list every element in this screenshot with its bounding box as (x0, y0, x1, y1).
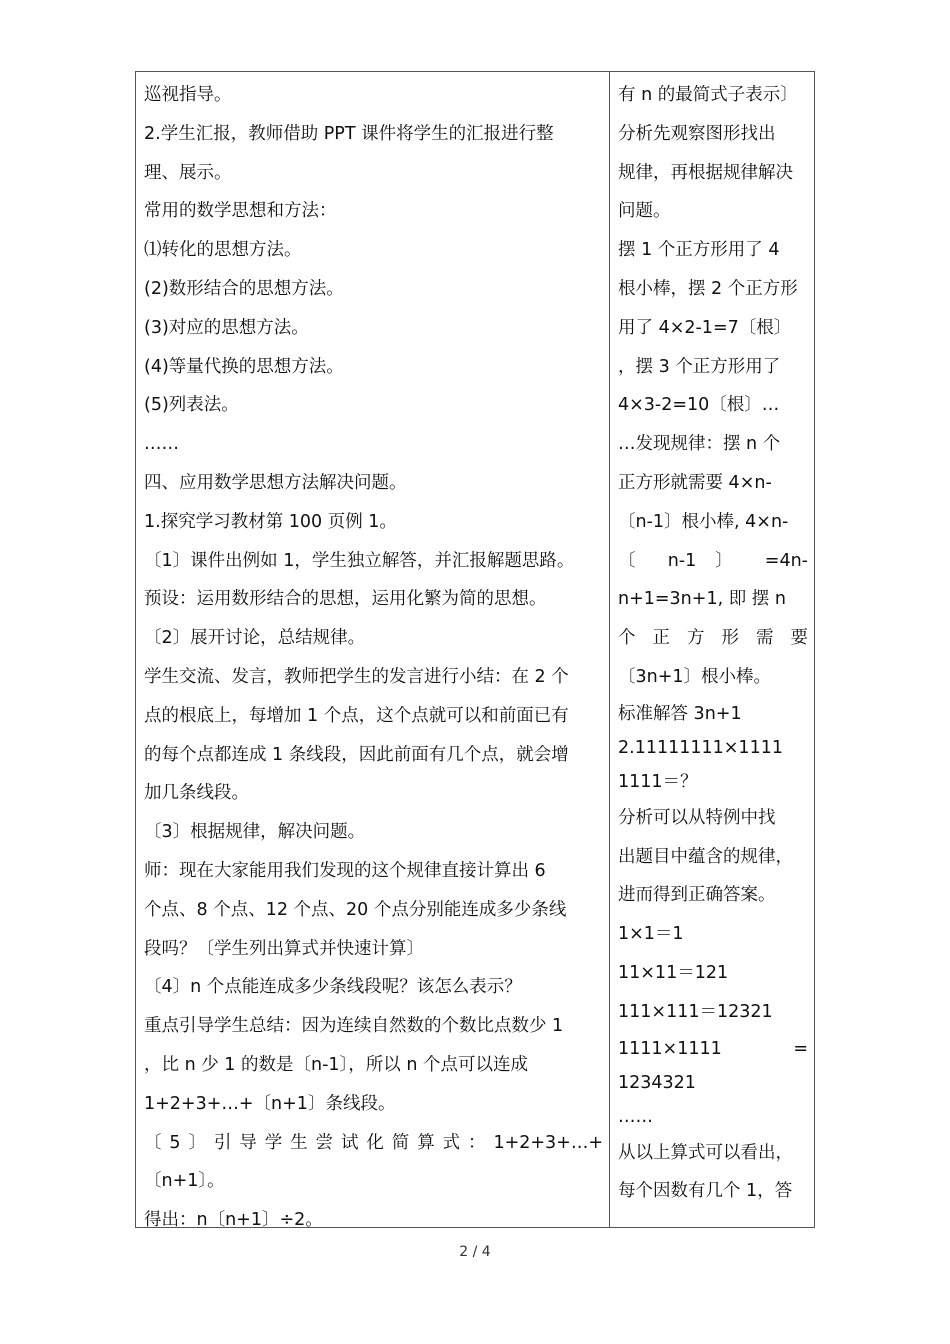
section-heading: 四、应用数学思想方法解决问题。 (144, 472, 407, 493)
text-line: (4)等量代换的思想方法。 (144, 356, 344, 377)
text-line: …… (144, 434, 179, 455)
text-line: 得出：n〔n+1〕÷2。 (144, 1210, 323, 1231)
text-line: n+1=3n+1, 即 摆 n (618, 589, 786, 610)
left-column (136, 72, 610, 1231)
page-number: 2 / 4 (459, 1244, 491, 1260)
text-line: 摆 1 个正方形用了 4 (618, 240, 780, 261)
text-line: 分析先观察图形找出 (618, 123, 776, 144)
text-line: 2.11111111×1111 (618, 737, 783, 758)
text-line: 加几条线段。 (144, 783, 249, 804)
text-line: ⑴转化的思想方法。 (144, 240, 302, 261)
right-column (610, 72, 814, 1227)
text-line: 分析可以从特例中找 (618, 807, 776, 828)
text-line: (2)数形结合的思想方法。 (144, 278, 344, 299)
text-line: 〔1〕课件出例如 1，学生独立解答，并汇报解题思路。 (144, 550, 575, 571)
text-line: 每个因数有几个 1，答 (618, 1181, 793, 1202)
text-line: 的每个点都连成 1 条线段，因此前面有几个点，就会增 (144, 744, 569, 765)
text-line: 问题。 (618, 201, 671, 222)
text-line: 〔5〕引导学生尝试化简算式：1+2+3+…+ (144, 1132, 603, 1153)
text-line: 段吗？〔学生列出算式并快速计算〕 (144, 938, 424, 959)
text-line: 根小棒，摆 2 个正方形 (618, 278, 798, 299)
text-line: 1.探究学习教材第 100 页例 1。 (144, 511, 397, 532)
text-line: 个 正 方 形 需 要 (618, 628, 808, 649)
text-line: 〔4〕n 个点能连成多少条线段呢？该怎么表示？ (144, 977, 522, 998)
text-line: 重点引导学生总结：因为连续自然数的个数比点数少 1 (144, 1016, 564, 1037)
text-line: 〔n-1〕根小棒, 4×n- (618, 511, 789, 532)
text-line: 1111×1111 = (618, 1038, 808, 1059)
text-line: 1+2+3+…+〔n+1〕条线段。 (144, 1093, 396, 1114)
text-line: 〔3〕根据规律，解决问题。 (144, 822, 366, 843)
text-line: 111×111＝12321 (618, 1001, 773, 1022)
text-line: 〔2〕展开讨论，总结规律。 (144, 628, 366, 649)
text-line: 从以上算式可以看出， (618, 1142, 793, 1163)
text-line: 1111＝？ (618, 771, 698, 792)
text-line: 11×11＝121 (618, 962, 729, 983)
text-line: 个点、8 个点、12 个点、20 个点分别能连成多少条线 (144, 899, 567, 920)
text-line: (5)列表法。 (144, 395, 239, 416)
text-line: ，摆 3 个正方形用了 (618, 356, 781, 377)
text-line: 师：现在大家能用我们发现的这个规律直接计算出 6 (144, 860, 546, 881)
text-line: 〔n+1〕。 (144, 1171, 225, 1192)
text-line: 有 n 的最简式子表示〕 (618, 85, 798, 105)
text-line: 出题目中蕴含的规律， (618, 846, 793, 867)
text-line: 1×1＝1 (618, 924, 684, 945)
text-line: 1234321 (618, 1072, 696, 1093)
text-line: …发现规律：摆 n 个 (618, 434, 781, 455)
text-line: 巡视指导。 (144, 85, 232, 105)
text-line: 正方形就需要 4×n- (618, 472, 772, 493)
text-line: 用了 4×2-1=7〔根〕 (618, 317, 792, 338)
text-line: 进而得到正确答案。 (618, 885, 776, 906)
text-line: 理、展示。 (144, 162, 232, 183)
text-line: 2.学生汇报，教师借助 PPT 课件将学生的汇报进行整 (144, 123, 554, 144)
text-line: 学生交流、发言，教师把学生的发言进行小结：在 2 个 (144, 666, 569, 687)
text-line: ，比 n 少 1 的数是〔n-1〕，所以 n 个点可以连成 (144, 1054, 528, 1075)
text-line: 常用的数学思想和方法： (144, 201, 337, 222)
content-table (135, 71, 815, 1231)
text-line: 〔 n-1 〕 =4n- (618, 550, 808, 571)
text-line: 点的根底上，每增加 1 个点，这个点就可以和前面已有 (144, 705, 569, 726)
text-line: (3)对应的思想方法。 (144, 317, 309, 338)
text-line: 标准解答 3n+1 (618, 703, 742, 724)
text-line: 预设：运用数形结合的思想，运用化繁为简的思想。 (144, 589, 547, 610)
text-line: 4×3-2=10〔根〕… (618, 395, 780, 416)
text-line: 〔3n+1〕根小棒。 (618, 666, 772, 687)
text-line: …… (618, 1106, 653, 1127)
text-line: 规律，再根据规律解决 (618, 162, 793, 183)
